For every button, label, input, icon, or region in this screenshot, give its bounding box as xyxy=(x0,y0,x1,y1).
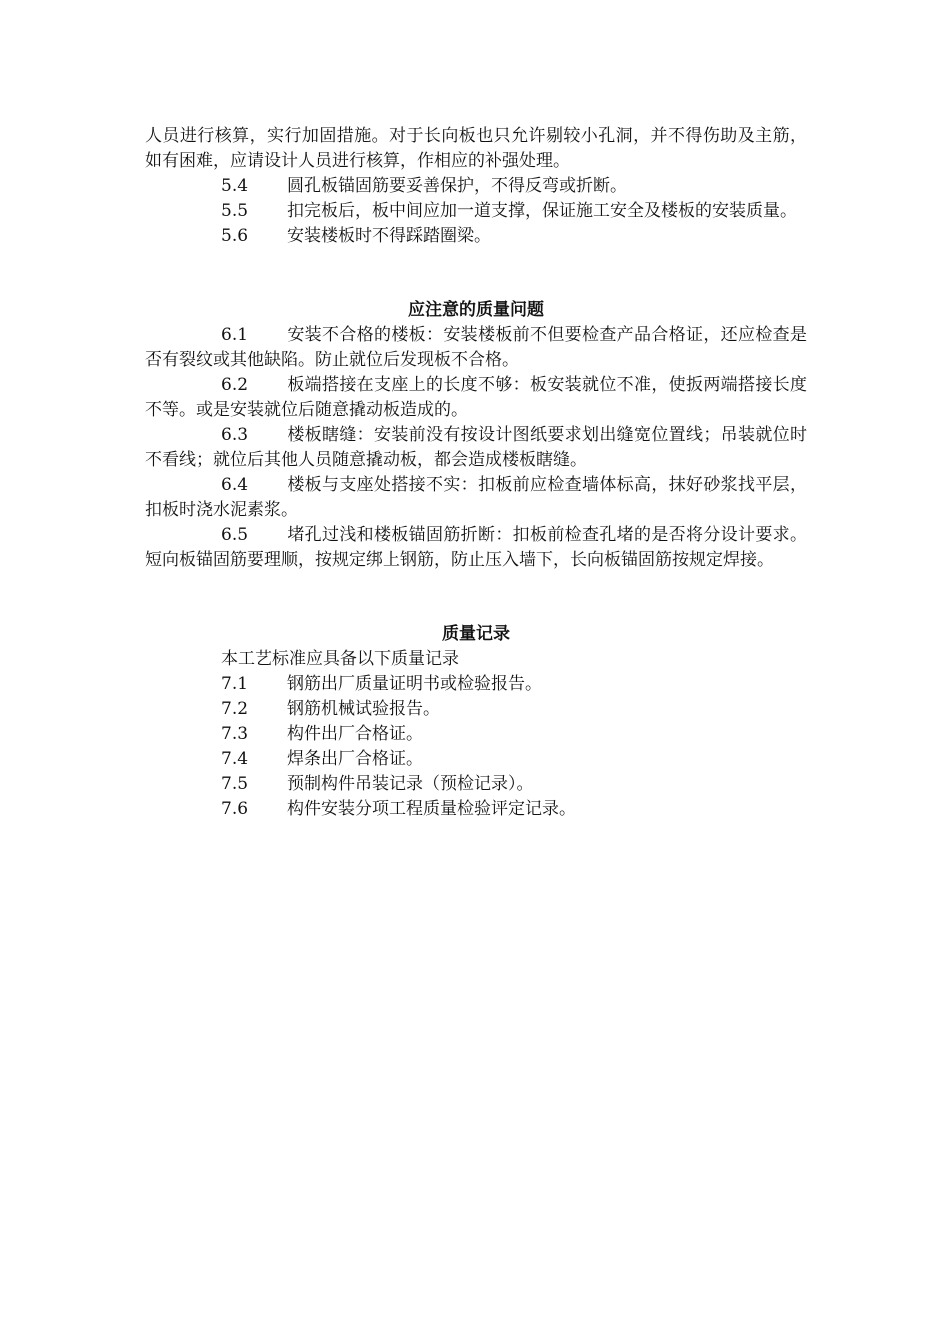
item-number: 6.5 xyxy=(221,525,249,545)
section-5-continuation: 人员进行核算，实行加固措施。对于长向板也只允许剔较小孔洞，并不得伤助及主筋，如有困难，应请设计人员进行核算，作相应的补强处理。 xyxy=(145,126,807,171)
item-text: 钢筋机械试验报告。 xyxy=(287,699,440,719)
item-number: 6.1 xyxy=(221,325,249,345)
item-text: 预制构件吊装记录（预检记录）。 xyxy=(287,774,534,794)
section-7-heading: 质量记录 xyxy=(442,624,510,644)
record-7-1 xyxy=(221,672,807,697)
record-7-6 xyxy=(221,797,807,822)
item-number: 7.1 xyxy=(221,674,249,694)
item-number: 7.3 xyxy=(221,724,249,744)
item-text: 堵孔过浅和楼板锚固筋折断：扣板前检查孔堵的是否将分设计要求。短向板锚固筋要理顺，按规定绑上钢筋，防止压入墙下，长向板锚固筋按规定焊接。 xyxy=(145,525,807,570)
record-7-4 xyxy=(221,747,807,772)
item-text: 扣完板后，板中间应加一道支撑，保证施工安全及楼板的安装质量。 xyxy=(287,201,797,221)
item-text: 安装不合格的楼板：安装楼板前不但要检查产品合格证，还应检查是否有裂纹或其他缺陷。防止就位后发现板不合格。 xyxy=(145,325,807,370)
section-7 xyxy=(145,622,807,822)
record-7-3 xyxy=(221,722,807,747)
item-number: 5.5 xyxy=(221,201,249,221)
item-text: 楼板与支座处搭接不实：扣板前应检查墙体标高，抹好砂浆找平层，扣板时浇水泥素浆。 xyxy=(145,475,807,520)
record-7-2 xyxy=(221,697,807,722)
section-7-intro: 本工艺标准应具备以下质量记录 xyxy=(221,649,459,669)
item-number: 7.6 xyxy=(221,799,249,819)
item-number: 7.2 xyxy=(221,699,249,719)
item-6-5 xyxy=(145,523,807,573)
item-6-3 xyxy=(145,423,807,473)
item-number: 7.5 xyxy=(221,774,249,794)
section-5 xyxy=(145,124,807,249)
item-5-6 xyxy=(145,224,807,249)
item-text: 焊条出厂合格证。 xyxy=(287,749,423,769)
item-number: 5.6 xyxy=(221,226,249,246)
item-number: 6.3 xyxy=(221,425,249,445)
item-text: 构件出厂合格证。 xyxy=(287,724,423,744)
item-6-4 xyxy=(145,473,807,523)
record-7-5 xyxy=(221,772,807,797)
item-number: 5.4 xyxy=(221,176,249,196)
item-text: 圆孔板锚固筋要妥善保护，不得反弯或折断。 xyxy=(287,176,627,196)
item-5-5 xyxy=(145,199,807,224)
item-text: 楼板瞎缝：安装前没有按设计图纸要求划出缝宽位置线；吊装就位时不看线；就位后其他人员随意撬动板，都会造成楼板瞎缝。 xyxy=(145,425,807,470)
item-number: 7.4 xyxy=(221,749,249,769)
item-6-2 xyxy=(145,373,807,423)
item-5-4 xyxy=(145,174,807,199)
item-text: 构件安装分项工程质量检验评定记录。 xyxy=(287,799,576,819)
item-text: 钢筋出厂质量证明书或检验报告。 xyxy=(287,674,542,694)
item-text: 安装楼板时不得踩踏圈梁。 xyxy=(287,226,491,246)
section-6-heading: 应注意的质量问题 xyxy=(408,300,544,320)
section-6 xyxy=(145,298,807,573)
item-number: 6.4 xyxy=(221,475,249,495)
item-text: 板端搭接在支座上的长度不够：板安装就位不准，使扳两端搭接长度不等。或是安装就位后随意撬动板造成的。 xyxy=(145,375,807,420)
item-6-1 xyxy=(145,323,807,373)
item-number: 6.2 xyxy=(221,375,249,395)
